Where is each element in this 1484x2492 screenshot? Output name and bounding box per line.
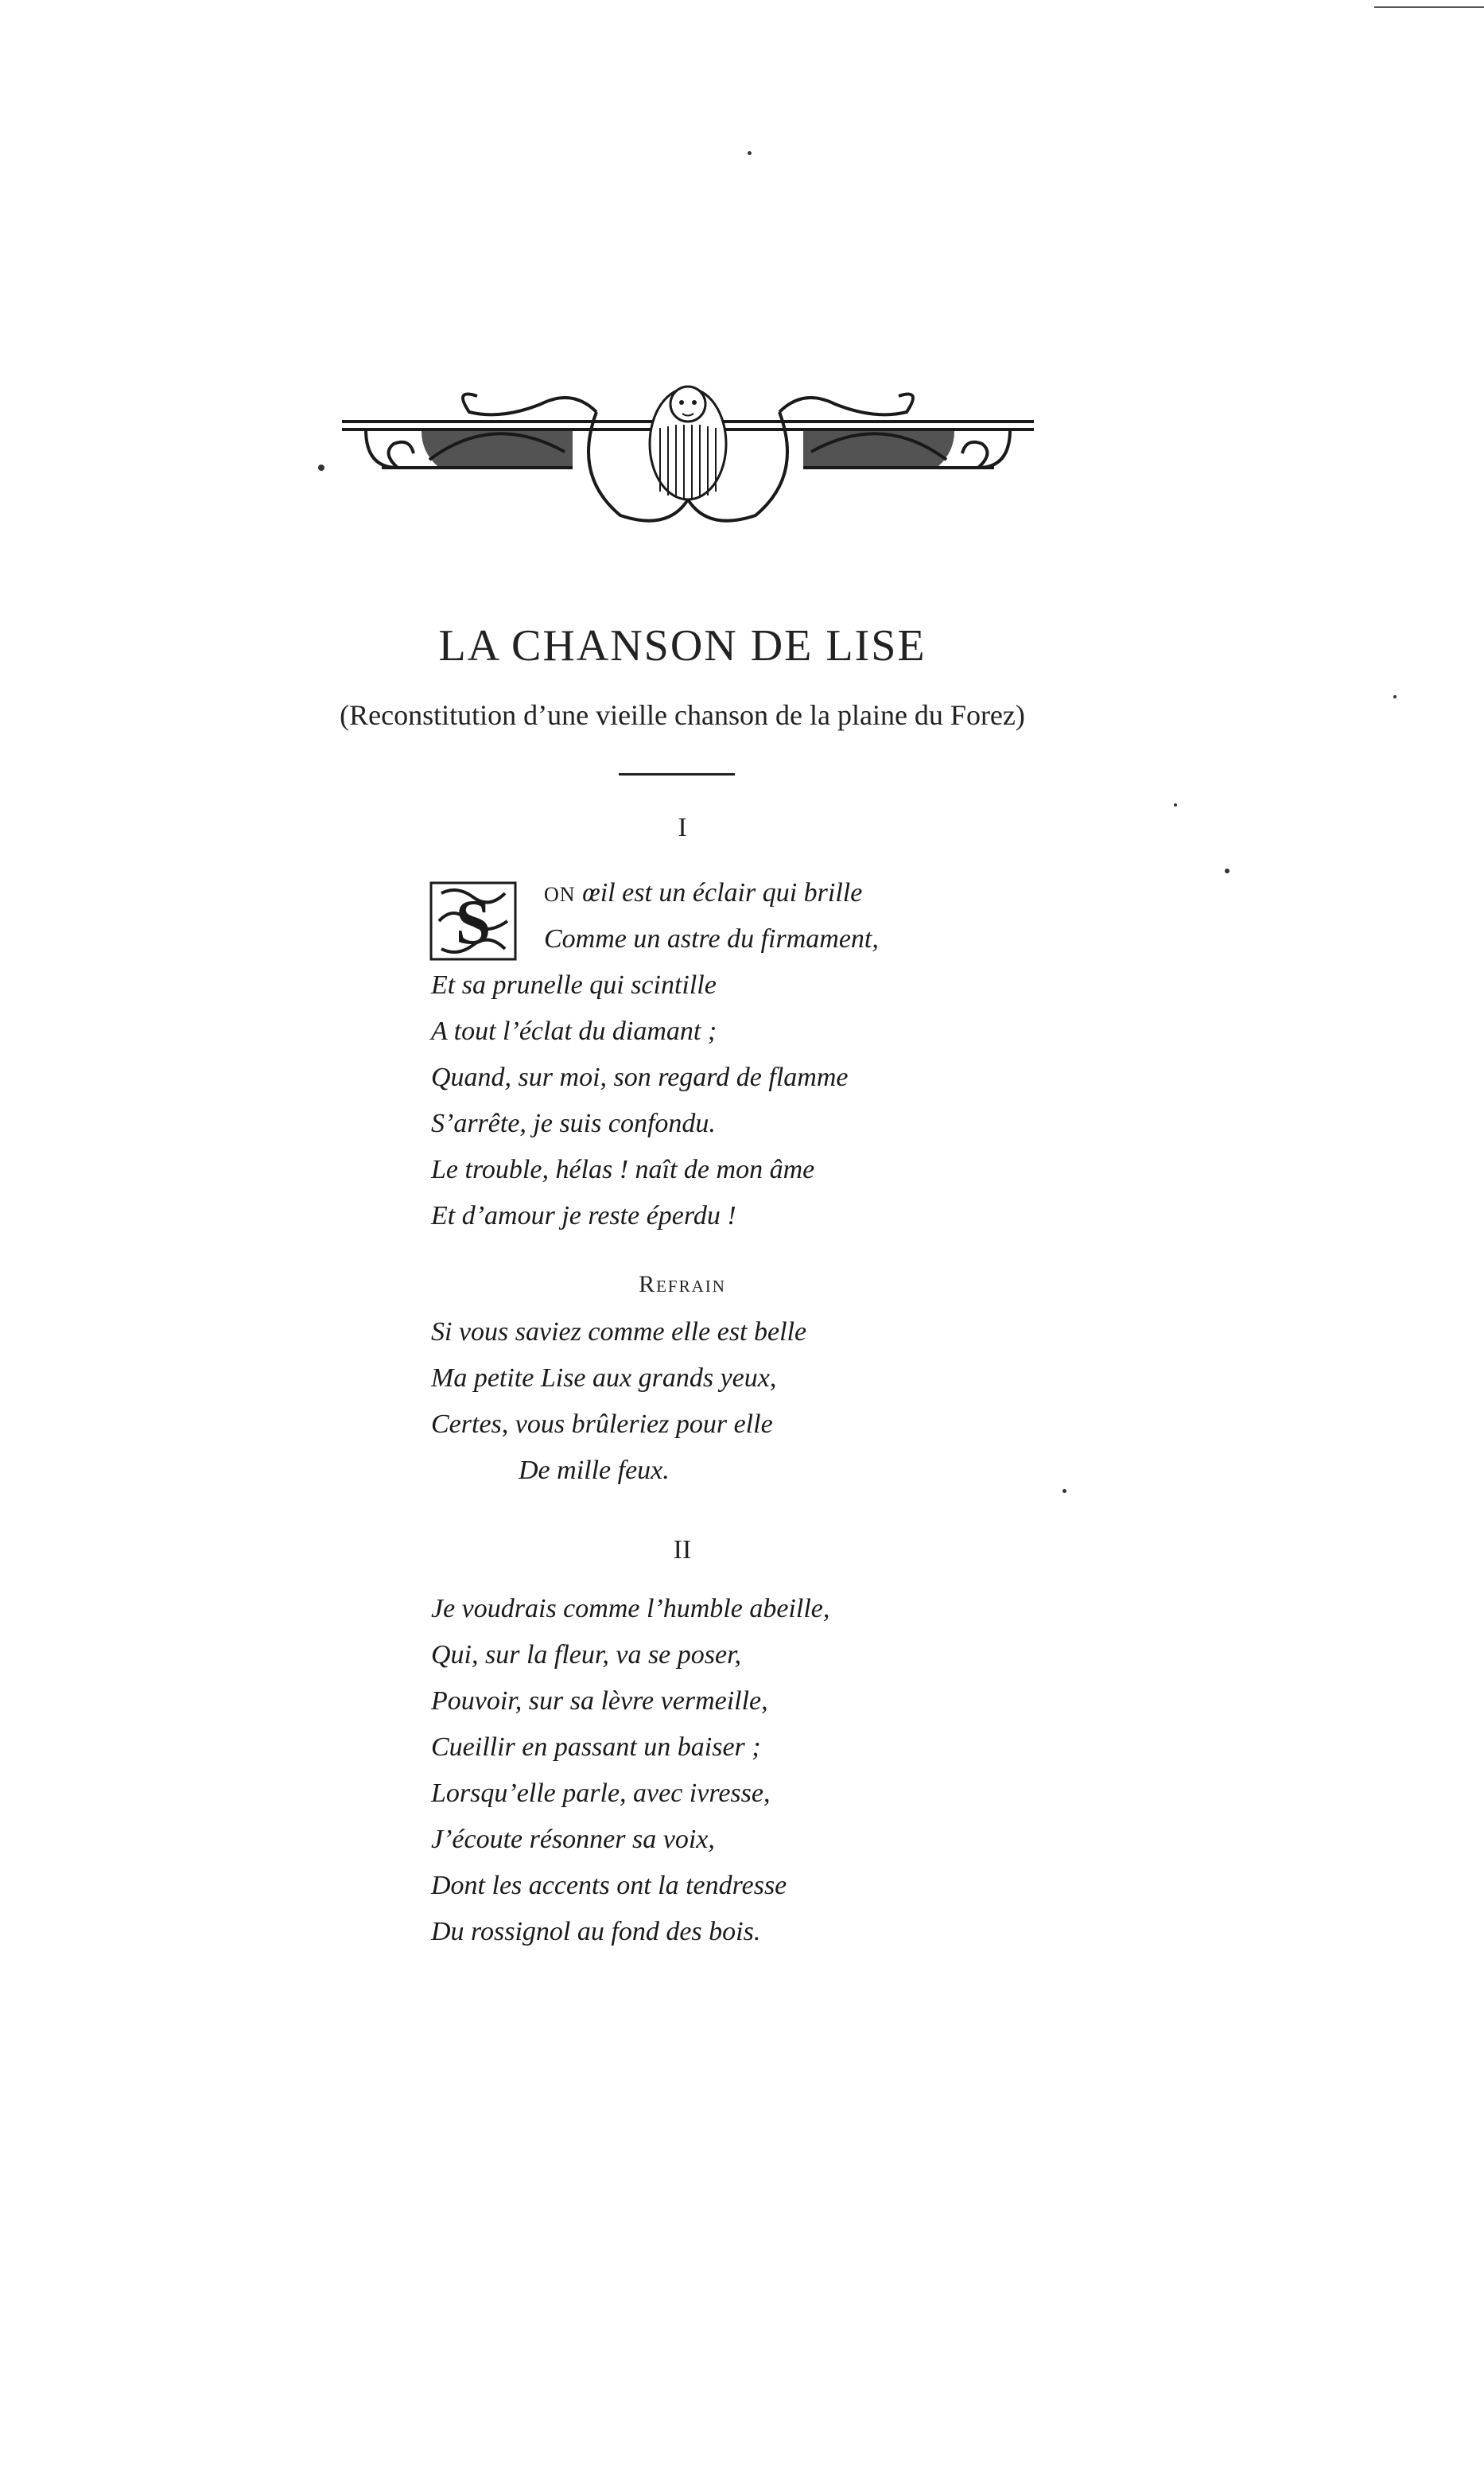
refrain-line: Ma petite Lise aux grands yeux, <box>431 1363 777 1393</box>
verse-line: Et sa prunelle qui scintille <box>431 970 717 1000</box>
refrain <box>431 1309 988 1494</box>
verse-line: Dont les accents ont la tendresse <box>431 1871 787 1900</box>
refrain-line: De mille feux. <box>519 1456 670 1485</box>
page-subtitle: (Reconstitution d’une vieille chanson de la plaine du Forez) <box>340 699 1025 731</box>
verse-line <box>431 870 988 916</box>
section-numeral-1: I <box>678 813 687 842</box>
verse-line: S’arrête, je suis confondu. <box>431 1109 716 1138</box>
section-numeral-2: II <box>673 1535 692 1565</box>
verse-line: Qui, sur la fleur, va se poser, <box>431 1640 742 1670</box>
verse-line: Du rossignol au fond des bois. <box>431 1917 761 1946</box>
verse-line-text: œil est un éclair qui brille <box>582 878 863 908</box>
verse-line: Je voudrais comme l’humble abeille, <box>431 1594 830 1623</box>
print-speck <box>748 151 752 155</box>
print-speck <box>1393 695 1397 698</box>
refrain-heading: Refrain <box>639 1271 726 1297</box>
verse-line: Comme un astre du firmament, <box>544 924 879 954</box>
print-speck <box>1062 1489 1066 1493</box>
refrain-line: Certes, vous brûleriez pour elle <box>431 1409 773 1439</box>
verse-line: Cueillir en passant un baiser ; <box>431 1732 761 1762</box>
verse-line: J’écoute résonner sa voix, <box>431 1825 715 1854</box>
headpiece-ornament <box>334 380 1042 539</box>
stanza-1 <box>431 870 988 1239</box>
print-speck <box>1174 803 1177 807</box>
verse-line: Pouvoir, sur sa lèvre vermeille, <box>431 1686 768 1716</box>
refrain-line: Si vous saviez comme elle est belle <box>431 1317 807 1347</box>
verse-line: Et d’amour je reste éperdu ! <box>431 1201 736 1230</box>
title-rule <box>619 773 735 776</box>
print-speck <box>1225 869 1230 873</box>
first-word-rest: ON <box>544 883 576 906</box>
page-title: LA CHANSON DE LISE <box>438 621 927 671</box>
verse-line: Quand, sur moi, son regard de flamme <box>431 1063 849 1092</box>
verse-line: Lorsqu’elle parle, avec ivresse, <box>431 1779 771 1808</box>
dropcap-letter: S <box>455 888 491 958</box>
verse-line: Le trouble, hélas ! naît de mon âme <box>431 1155 815 1184</box>
print-speck <box>318 465 324 471</box>
stanza-2 <box>431 1586 988 1955</box>
verse-line: A tout l’éclat du diamant ; <box>431 1017 717 1046</box>
top-edge-rule <box>1374 6 1484 8</box>
